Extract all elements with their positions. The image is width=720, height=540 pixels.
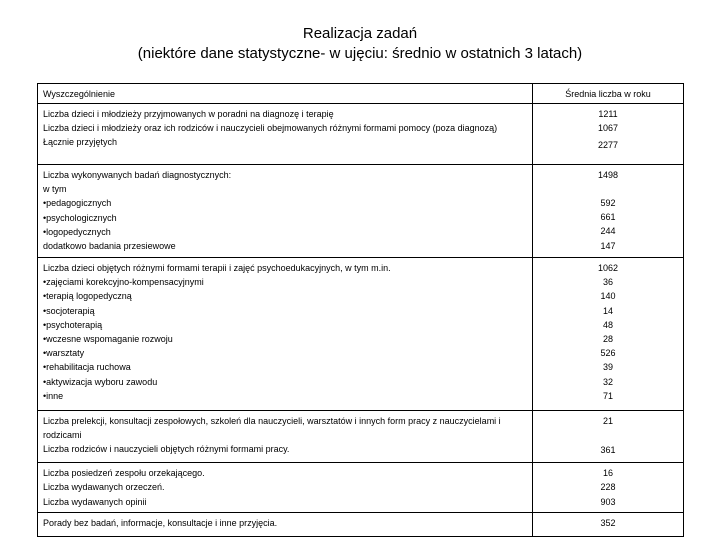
row-description-cell [38, 513, 533, 537]
row-value-cell [533, 513, 684, 537]
row-description-cell [38, 104, 533, 165]
row-value: 16 [602, 468, 613, 478]
page-title [0, 24, 720, 64]
row-value: 48 [602, 319, 613, 330]
row-value: 21 [602, 416, 613, 426]
row-label: •wczesne wspomaganie rozwoju [43, 334, 173, 345]
row-value: 1067 [597, 123, 619, 134]
statistics-table [37, 83, 684, 537]
row-label: •inne [43, 390, 64, 401]
row-label: Liczba wydawanych orzeczeń. [43, 482, 165, 493]
row-label: •psychoterapią [43, 319, 103, 330]
row-value: 39 [602, 362, 613, 373]
row-value: 361 [600, 445, 616, 455]
row-description-cell [38, 165, 533, 258]
row-value: 526 [600, 348, 616, 359]
row-label: •psychologicznych [43, 212, 117, 223]
row-label: w tym [43, 184, 67, 195]
row-label: •logopedycznych [43, 226, 111, 237]
header-description-label: Wyszczególnienie [43, 89, 115, 99]
row-description-cell [38, 258, 533, 411]
row-label: Liczba dzieci i młodzieży oraz ich rodziców i nauczycieli obejmowanych różnymi formami pomocy (poza diagnozą) [43, 123, 498, 134]
header-cell-description [38, 84, 533, 104]
row-value: 228 [600, 482, 616, 493]
header-cell-average [533, 84, 684, 104]
row-value: 71 [602, 390, 613, 401]
row-value-cell [533, 104, 684, 165]
row-label: •terapią logopedyczną [43, 291, 132, 302]
table-row [38, 463, 684, 513]
table-row [38, 104, 684, 165]
table-header-row [38, 84, 684, 104]
row-label: Liczba rodziców i nauczycieli objętych różnymi formami pracy. [43, 444, 290, 455]
row-value: 14 [602, 305, 613, 316]
row-value: 140 [600, 291, 616, 302]
row-value: 147 [600, 240, 616, 251]
row-label: dodatkowo badania przesiewowe [43, 241, 176, 252]
row-label: Liczba dzieci i młodzieży przyjmowanych w poradni na diagnozę i terapię [43, 109, 334, 119]
row-value: 592 [600, 198, 616, 208]
row-value: 1211 [598, 109, 618, 119]
row-label: •warsztaty [43, 348, 85, 359]
table-row [38, 165, 684, 258]
row-label: •socjoterapią [43, 305, 95, 316]
row-label: Liczba dzieci objętych różnymi formami terapii i zajęć psychoedukacyjnych, w tym m.in. [43, 263, 391, 273]
row-value: 28 [602, 334, 613, 345]
row-value: 36 [602, 277, 613, 288]
row-value-cell [533, 165, 684, 258]
table-row [38, 411, 684, 463]
row-label: •pedagogicznych [43, 198, 112, 209]
row-label: •rehabilitacja ruchowa [43, 362, 131, 373]
row-label: •aktywizacja wyboru zawodu [43, 376, 158, 387]
table-row [38, 258, 684, 411]
row-value: 661 [600, 212, 616, 223]
row-description-cell [38, 463, 533, 513]
row-value: 1062 [597, 263, 619, 273]
row-value: 2277 [597, 140, 619, 151]
row-value: 903 [600, 497, 616, 508]
row-value-cell [533, 258, 684, 411]
table-row [38, 513, 684, 537]
row-value-cell [533, 463, 684, 513]
row-label: Liczba posiedzeń zespołu orzekającego. [43, 468, 205, 478]
row-value: 32 [602, 376, 613, 387]
row-label: Łącznie przyjętych [43, 137, 118, 148]
row-label: Liczba wydawanych opinii [43, 497, 147, 508]
row-value: 244 [600, 226, 616, 237]
row-label: •zajęciami korekcyjno-kompensacyjnymi [43, 277, 204, 288]
row-label: Liczba wykonywanych badań diagnostycznych: [43, 170, 232, 180]
row-value: 1498 [597, 170, 619, 180]
row-value: 352 [600, 518, 616, 528]
row-label: Liczba prelekcji, konsultacji zespołowych, szkoleń dla nauczycieli, warsztatów i innych form pracy z nauczycielami i rodzicami [43, 416, 501, 441]
row-description-cell [38, 411, 533, 463]
title-line-1: Realizacja zadań [302, 25, 418, 42]
header-average-label: Średnia liczba w roku [565, 89, 651, 99]
row-value-cell [533, 411, 684, 463]
title-line-2: (niektóre dane statystyczne- w ujęciu: średnio w ostatnich 3 latach) [137, 45, 583, 62]
row-label: Porady bez badań, informacje, konsultacje i inne przyjęcia. [43, 518, 278, 528]
